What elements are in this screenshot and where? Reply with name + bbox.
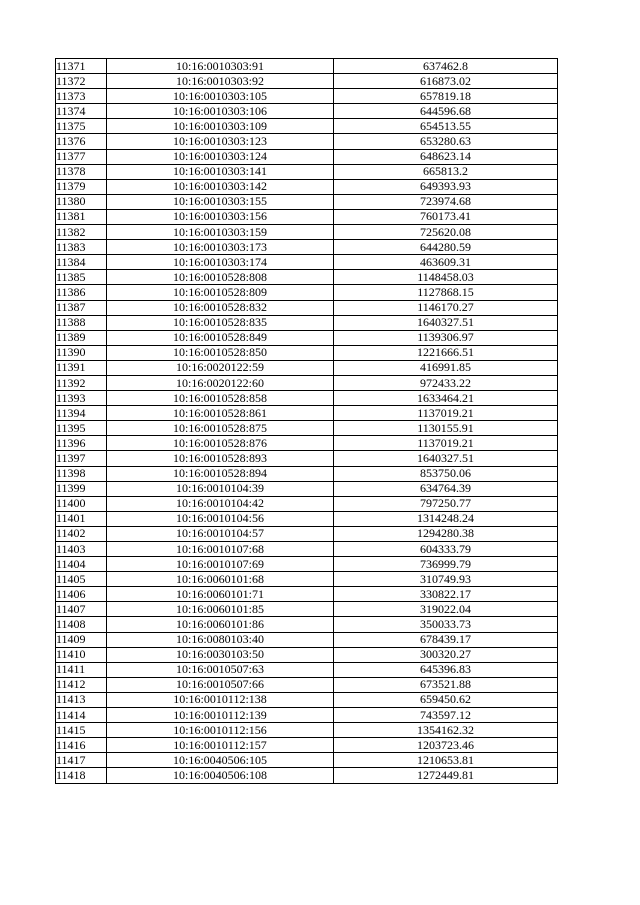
row-number-cell: 11398 — [56, 466, 107, 481]
table-row — [56, 557, 558, 572]
cadastral-value-cell: 657819.18 — [334, 89, 558, 104]
row-number-cell: 11415 — [56, 723, 107, 738]
table-row — [56, 300, 558, 315]
row-number-cell: 11376 — [56, 134, 107, 149]
row-number-cell: 11379 — [56, 179, 107, 194]
table-body — [56, 59, 558, 784]
row-number-cell: 11374 — [56, 104, 107, 119]
cadastral-value-cell: 853750.06 — [334, 466, 558, 481]
row-number-cell: 11380 — [56, 194, 107, 209]
row-number-cell: 11381 — [56, 209, 107, 224]
cadastral-value-cell: 319022.04 — [334, 602, 558, 617]
row-number-cell: 11409 — [56, 632, 107, 647]
cadastral-number-cell: 10:16:0010507:66 — [107, 677, 334, 692]
row-number-cell: 11407 — [56, 602, 107, 617]
cadastral-value-cell: 1148458.03 — [334, 270, 558, 285]
row-number-cell: 11404 — [56, 557, 107, 572]
cadastral-number-cell: 10:16:0010104:39 — [107, 481, 334, 496]
table-row — [56, 481, 558, 496]
table-row — [56, 451, 558, 466]
cadastral-number-cell: 10:16:0060101:71 — [107, 587, 334, 602]
table-row — [56, 768, 558, 783]
cadastral-value-cell: 665813.2 — [334, 164, 558, 179]
cadastral-number-cell: 10:16:0010303:109 — [107, 119, 334, 134]
cadastral-number-cell: 10:16:0010303:105 — [107, 89, 334, 104]
row-number-cell: 11394 — [56, 406, 107, 421]
cadastral-number-cell: 10:16:0080103:40 — [107, 632, 334, 647]
row-number-cell: 11395 — [56, 421, 107, 436]
cadastral-number-cell: 10:16:0010507:63 — [107, 662, 334, 677]
table-row — [56, 285, 558, 300]
table-row — [56, 511, 558, 526]
cadastral-number-cell: 10:16:0010528:858 — [107, 391, 334, 406]
row-number-cell: 11401 — [56, 511, 107, 526]
row-number-cell: 11418 — [56, 768, 107, 783]
table-row — [56, 330, 558, 345]
table-row — [56, 149, 558, 164]
table-row — [56, 647, 558, 662]
table-row — [56, 421, 558, 436]
cadastral-value-cell: 678439.17 — [334, 632, 558, 647]
cadastral-value-cell: 1633464.21 — [334, 391, 558, 406]
cadastral-value-cell: 1354162.32 — [334, 723, 558, 738]
row-number-cell: 11411 — [56, 662, 107, 677]
cadastral-value-cell: 1294280.38 — [334, 526, 558, 541]
table-row — [56, 255, 558, 270]
table-row — [56, 59, 558, 74]
row-number-cell: 11385 — [56, 270, 107, 285]
cadastral-number-cell: 10:16:0010528:808 — [107, 270, 334, 285]
cadastral-value-cell: 416991.85 — [334, 360, 558, 375]
row-number-cell: 11416 — [56, 738, 107, 753]
table-row — [56, 406, 558, 421]
cadastral-number-cell: 10:16:0010303:124 — [107, 149, 334, 164]
row-number-cell: 11417 — [56, 753, 107, 768]
table-row — [56, 345, 558, 360]
table-row — [56, 209, 558, 224]
row-number-cell: 11406 — [56, 587, 107, 602]
cadastral-number-cell: 10:16:0010112:138 — [107, 692, 334, 707]
table-row — [56, 753, 558, 768]
row-number-cell: 11408 — [56, 617, 107, 632]
cadastral-number-cell: 10:16:0010107:69 — [107, 557, 334, 572]
row-number-cell: 11391 — [56, 360, 107, 375]
cadastral-value-cell: 300320.27 — [334, 647, 558, 662]
table-row — [56, 572, 558, 587]
cadastral-value-cell: 604333.79 — [334, 542, 558, 557]
table-row — [56, 225, 558, 240]
row-number-cell: 11377 — [56, 149, 107, 164]
cadastral-value-cell: 645396.83 — [334, 662, 558, 677]
cadastral-number-cell: 10:16:0010303:106 — [107, 104, 334, 119]
row-number-cell: 11384 — [56, 255, 107, 270]
table-row — [56, 194, 558, 209]
row-number-cell: 11386 — [56, 285, 107, 300]
cadastral-number-cell: 10:16:0030103:50 — [107, 647, 334, 662]
table-row — [56, 692, 558, 707]
row-number-cell: 11402 — [56, 526, 107, 541]
cadastral-value-cell: 1137019.21 — [334, 436, 558, 451]
cadastral-number-cell: 10:16:0010112:156 — [107, 723, 334, 738]
cadastral-number-cell: 10:16:0040506:108 — [107, 768, 334, 783]
cadastral-value-cell: 725620.08 — [334, 225, 558, 240]
row-number-cell: 11412 — [56, 677, 107, 692]
cadastral-number-cell: 10:16:0010528:875 — [107, 421, 334, 436]
cadastral-value-cell: 648623.14 — [334, 149, 558, 164]
cadastral-number-cell: 10:16:0010528:835 — [107, 315, 334, 330]
row-number-cell: 11375 — [56, 119, 107, 134]
cadastral-number-cell: 10:16:0010528:849 — [107, 330, 334, 345]
row-number-cell: 11414 — [56, 708, 107, 723]
cadastral-number-cell: 10:16:0010528:861 — [107, 406, 334, 421]
table-row — [56, 436, 558, 451]
table-row — [56, 466, 558, 481]
cadastral-value-cell: 1137019.21 — [334, 406, 558, 421]
table-row — [56, 738, 558, 753]
cadastral-number-cell: 10:16:0010112:157 — [107, 738, 334, 753]
cadastral-value-cell: 797250.77 — [334, 496, 558, 511]
cadastral-number-cell: 10:16:0010528:850 — [107, 345, 334, 360]
cadastral-value-cell: 1203723.46 — [334, 738, 558, 753]
cadastral-number-cell: 10:16:0010303:173 — [107, 240, 334, 255]
table-row — [56, 602, 558, 617]
cadastral-value-cell: 1127868.15 — [334, 285, 558, 300]
cadastral-value-cell: 1272449.81 — [334, 768, 558, 783]
cadastral-number-cell: 10:16:0010303:156 — [107, 209, 334, 224]
table-row — [56, 164, 558, 179]
row-number-cell: 11383 — [56, 240, 107, 255]
cadastral-number-cell: 10:16:0010303:91 — [107, 59, 334, 74]
cadastral-value-cell: 673521.88 — [334, 677, 558, 692]
row-number-cell: 11413 — [56, 692, 107, 707]
table-row — [56, 360, 558, 375]
cadastral-number-cell: 10:16:0010303:142 — [107, 179, 334, 194]
cadastral-value-cell: 1314248.24 — [334, 511, 558, 526]
cadastral-number-cell: 10:16:0020122:59 — [107, 360, 334, 375]
table-row — [56, 662, 558, 677]
cadastral-number-cell: 10:16:0060101:85 — [107, 602, 334, 617]
table-row — [56, 632, 558, 647]
cadastral-value-cell: 330822.17 — [334, 587, 558, 602]
row-number-cell: 11382 — [56, 225, 107, 240]
cadastral-number-cell: 10:16:0010528:876 — [107, 436, 334, 451]
cadastral-value-cell: 743597.12 — [334, 708, 558, 723]
row-number-cell: 11400 — [56, 496, 107, 511]
cadastral-number-cell: 10:16:0010303:141 — [107, 164, 334, 179]
row-number-cell: 11387 — [56, 300, 107, 315]
table-row — [56, 89, 558, 104]
cadastral-number-cell: 10:16:0010303:174 — [107, 255, 334, 270]
cadastral-number-cell: 10:16:0060101:86 — [107, 617, 334, 632]
cadastral-value-cell: 723974.68 — [334, 194, 558, 209]
cadastral-number-cell: 10:16:0020122:60 — [107, 375, 334, 390]
cadastral-value-cell: 1221666.51 — [334, 345, 558, 360]
cadastral-value-cell: 644596.68 — [334, 104, 558, 119]
table-row — [56, 587, 558, 602]
row-number-cell: 11371 — [56, 59, 107, 74]
row-number-cell: 11405 — [56, 572, 107, 587]
table-row — [56, 391, 558, 406]
cadastral-value-cell: 1640327.51 — [334, 451, 558, 466]
row-number-cell: 11396 — [56, 436, 107, 451]
table-row — [56, 723, 558, 738]
table-row — [56, 270, 558, 285]
table-row — [56, 526, 558, 541]
row-number-cell: 11399 — [56, 481, 107, 496]
table-row — [56, 496, 558, 511]
cadastral-value-cell: 463609.31 — [334, 255, 558, 270]
cadastral-value-cell: 634764.39 — [334, 481, 558, 496]
cadastral-value-cell: 654513.55 — [334, 119, 558, 134]
row-number-cell: 11410 — [56, 647, 107, 662]
cadastral-value-cell: 310749.93 — [334, 572, 558, 587]
row-number-cell: 11397 — [56, 451, 107, 466]
cadastral-number-cell: 10:16:0010303:123 — [107, 134, 334, 149]
table-row — [56, 542, 558, 557]
cadastral-number-cell: 10:16:0040506:105 — [107, 753, 334, 768]
cadastral-number-cell: 10:16:0010104:42 — [107, 496, 334, 511]
cadastral-value-cell: 659450.62 — [334, 692, 558, 707]
table-row — [56, 240, 558, 255]
table-row — [56, 119, 558, 134]
table-row — [56, 104, 558, 119]
row-number-cell: 11388 — [56, 315, 107, 330]
row-number-cell: 11372 — [56, 74, 107, 89]
cadastral-value-cell: 616873.02 — [334, 74, 558, 89]
cadastral-number-cell: 10:16:0010528:894 — [107, 466, 334, 481]
cadastral-number-cell: 10:16:0010528:809 — [107, 285, 334, 300]
cadastral-value-cell: 1210653.81 — [334, 753, 558, 768]
table-row — [56, 315, 558, 330]
cadastral-number-cell: 10:16:0010303:155 — [107, 194, 334, 209]
row-number-cell: 11373 — [56, 89, 107, 104]
cadastral-number-cell: 10:16:0010528:893 — [107, 451, 334, 466]
cadastral-number-cell: 10:16:0010303:92 — [107, 74, 334, 89]
cadastral-number-cell: 10:16:0010303:159 — [107, 225, 334, 240]
cadastral-value-cell: 649393.93 — [334, 179, 558, 194]
cadastral-value-table — [55, 58, 558, 784]
cadastral-value-cell: 637462.8 — [334, 59, 558, 74]
table-row — [56, 708, 558, 723]
table-row — [56, 617, 558, 632]
cadastral-value-cell: 644280.59 — [334, 240, 558, 255]
cadastral-number-cell: 10:16:0010107:68 — [107, 542, 334, 557]
cadastral-value-cell: 1130155.91 — [334, 421, 558, 436]
row-number-cell: 11389 — [56, 330, 107, 345]
cadastral-value-cell: 1640327.51 — [334, 315, 558, 330]
cadastral-value-cell: 653280.63 — [334, 134, 558, 149]
cadastral-value-cell: 736999.79 — [334, 557, 558, 572]
cadastral-value-cell: 972433.22 — [334, 375, 558, 390]
table-row — [56, 677, 558, 692]
table-row — [56, 134, 558, 149]
table-row — [56, 179, 558, 194]
cadastral-value-cell: 1139306.97 — [334, 330, 558, 345]
cadastral-number-cell: 10:16:0010528:832 — [107, 300, 334, 315]
cadastral-number-cell: 10:16:0060101:68 — [107, 572, 334, 587]
cadastral-number-cell: 10:16:0010104:56 — [107, 511, 334, 526]
cadastral-number-cell: 10:16:0010112:139 — [107, 708, 334, 723]
cadastral-value-cell: 350033.73 — [334, 617, 558, 632]
table-row — [56, 375, 558, 390]
cadastral-value-cell: 1146170.27 — [334, 300, 558, 315]
row-number-cell: 11390 — [56, 345, 107, 360]
cadastral-number-cell: 10:16:0010104:57 — [107, 526, 334, 541]
cadastral-value-cell: 760173.41 — [334, 209, 558, 224]
row-number-cell: 11403 — [56, 542, 107, 557]
row-number-cell: 11392 — [56, 375, 107, 390]
row-number-cell: 11378 — [56, 164, 107, 179]
table-row — [56, 74, 558, 89]
row-number-cell: 11393 — [56, 391, 107, 406]
